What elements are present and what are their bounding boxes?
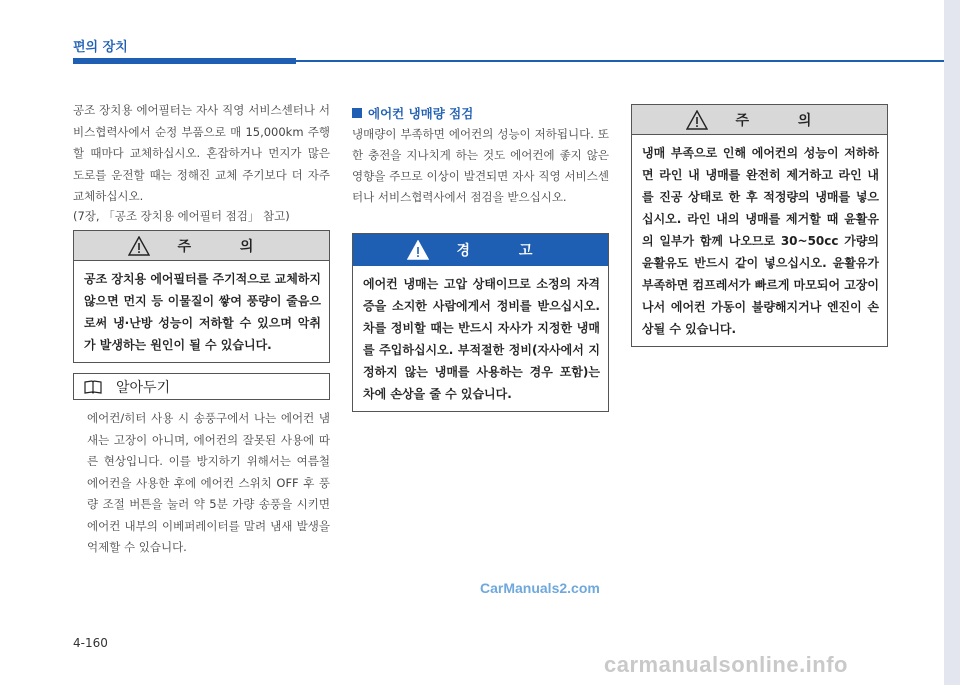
footer-site-link[interactable]: carmanualsonline.info (604, 652, 848, 677)
header-rule-thin (296, 60, 944, 62)
page-number: 4-160 (73, 636, 108, 650)
warning-title: 경 고 (456, 243, 555, 259)
note-body: 에어컨/히터 사용 시 송풍구에서 나는 에어컨 냄새는 고장이 아니며, 에어컨의 잘못된 사용에 따른 현상입니다. 이를 방지하기 위해서는 여름철 에어컨을 사용한 후에 에어컨 스위치 OFF 후 풍량 조절 버튼을 눌러 약 5분 가량 송풍을 시키면 에어컨 내부의 이베퍼레이터를 말려 냄새 발생을 억제할 수 있습니다. (87, 411, 330, 554)
note-title: 알아두기 (116, 379, 171, 396)
caution-body: 냉매 부족으로 인해 에어컨의 성능이 저하하면 라인 내 냉매를 완전히 제거하고 라인 내를 진공 상태로 한 후 적정량의 냉매를 넣으십시오. 라인 내의 냉매를 제거할 때 윤활유의 일부가 함께 나오므로 30~50cc 가량의 윤활유도 반드시 같이 넣으십시오. 윤활유가 부족하면 컴프레서가 빠르게 마모되어 고장이 나서 에어컨 가동이 불량해지거나 엔진이 손상될 수 있습니다. (642, 146, 879, 336)
warning-triangle-icon (407, 240, 429, 260)
refrigerant-paragraph: 냉매량이 부족하면 에어컨의 성능이 저하됩니다. 또한 충전을 지나치게 하는 것도 에어컨에 좋지 않은 영향을 주므로 이상이 발견되면 자사 직영 서비스센터나 서비스협력사에서 점검을 받으십시오. (352, 127, 609, 204)
caution-header (632, 105, 887, 135)
refrigerant-heading (352, 104, 473, 122)
heading-square-icon (352, 108, 362, 118)
section-title: 편의 장치 (73, 40, 128, 55)
watermark-link[interactable]: CarManuals2.com (480, 580, 600, 596)
header-rule-thick (73, 58, 296, 64)
warning-body: 에어컨 냉매는 고압 상태이므로 소정의 자격증을 소지한 사람에게서 정비를 받으십시오. 차를 정비할 때는 반드시 자사가 지정한 냉매를 주입하십시오. 부적절한 정비(자사에서 지정하지 않는 냉매를 사용하는 경우 포함)는 차에 손상을 줄 수 있습니다. (363, 277, 600, 401)
warning-triangle-icon (128, 236, 150, 256)
caution-header (74, 231, 329, 261)
caution-box-refrigerant (631, 104, 888, 347)
refrigerant-heading-text: 에어컨 냉매량 점검 (368, 106, 474, 121)
caution-body: 공조 장치용 에어필터를 주기적으로 교체하지 않으면 먼지 등 이물질이 쌓여 풍량이 줄음으로써 냉·난방 성능이 저하할 수 있으며 악취가 발생하는 원인이 될 수 있습니다. (84, 272, 321, 352)
filter-paragraph: 공조 장치용 에어필터는 자사 직영 서비스센터나 서비스협력사에서 순정 부품으로 매 15,000km 주행할 때마다 교체하십시오. 혼잡하거나 먼지가 많은 도로를 운전할 때는 정해진 교체 주기보다 더 자주 교체하십시오. (73, 103, 330, 203)
caution-title: 주 의 (177, 238, 276, 255)
warning-triangle-icon (686, 110, 708, 130)
caution-box-filter (73, 230, 330, 363)
book-icon (84, 380, 102, 394)
warning-box (352, 233, 609, 412)
filter-reference: (7장, 「공조 장치용 에어필터 점검」 참고) (73, 209, 290, 223)
note-header (73, 373, 330, 400)
side-strip (944, 0, 960, 685)
caution-title: 주 의 (735, 112, 834, 129)
warning-header (353, 234, 608, 266)
